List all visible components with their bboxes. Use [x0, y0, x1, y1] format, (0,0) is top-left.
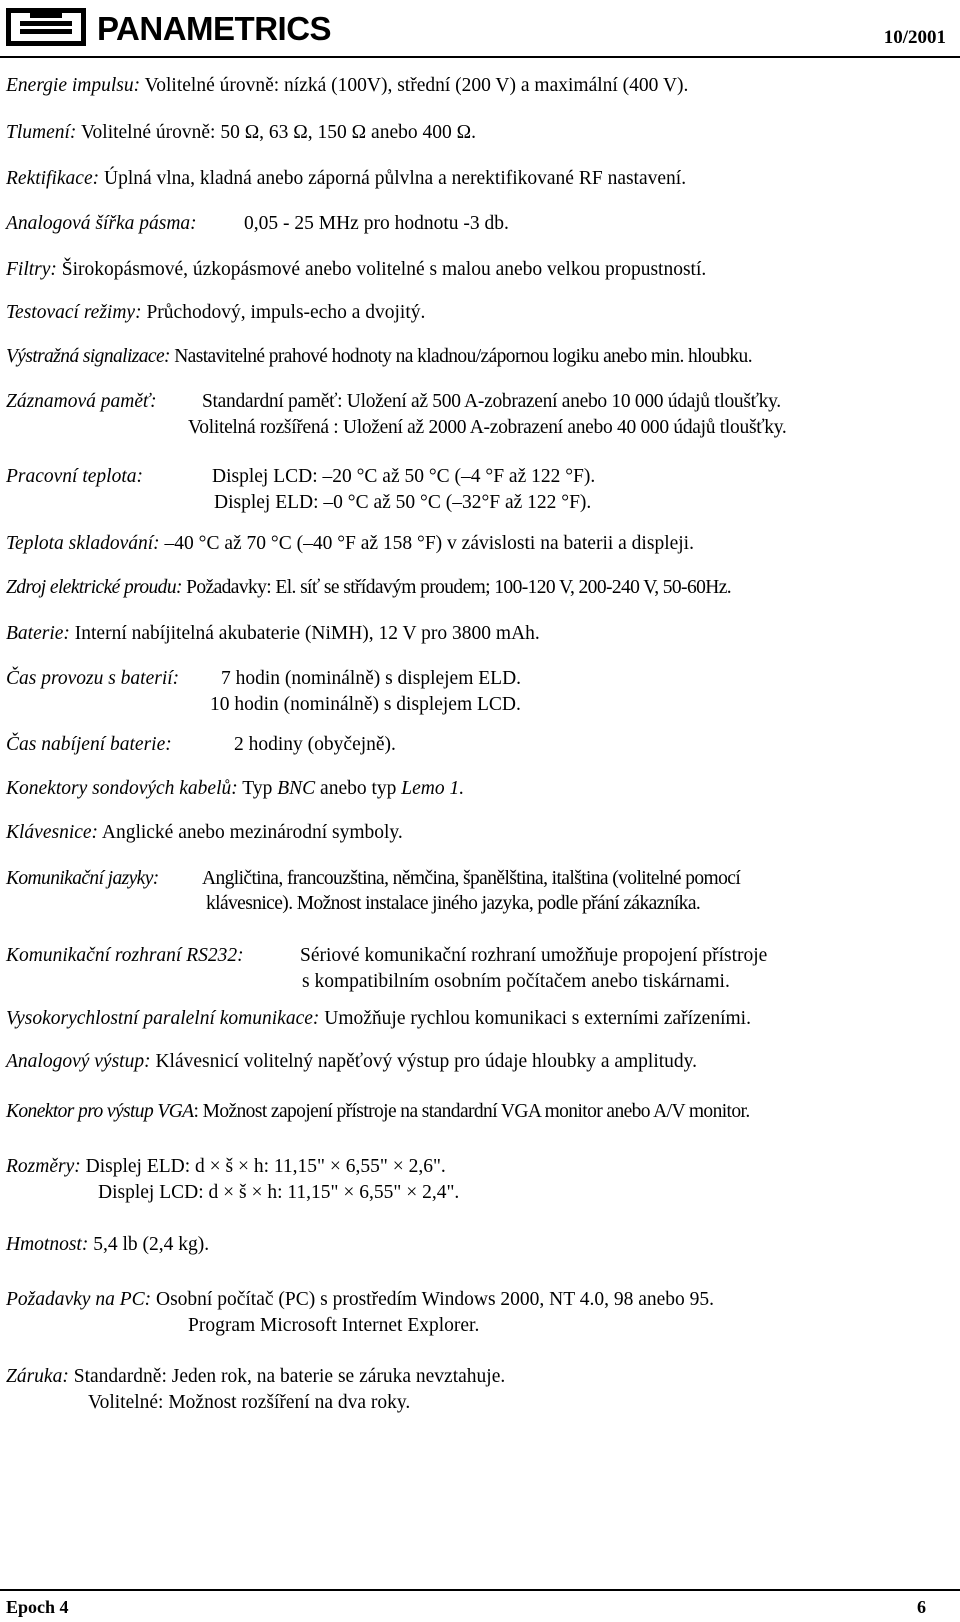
spec-value: Sériové komunikační rozhraní umožňuje propojení přístroje [300, 945, 768, 966]
page-number: 6 [917, 1597, 926, 1617]
spec-value: Nastavitelné prahové hodnoty na kladnou/zápornou logiku anebo min. hloubku. [174, 346, 752, 367]
spec-label: Čas provozu s baterií: [6, 668, 180, 689]
spec-label: Baterie: [6, 623, 70, 644]
spec-rs232-interface [6, 944, 244, 968]
spec-keypad [6, 821, 403, 845]
spec-value: Osobní počítač (PC) s prostředím Windows 2000, NT 4.0, 98 anebo 95. [156, 1289, 715, 1310]
spec-label: Energie impulsu: [6, 75, 141, 96]
spec-value: Interní nabíjitelná akubaterie (NiMH), 12 V pro 3800 mAh. [74, 623, 540, 644]
spec-data-memory [6, 390, 157, 414]
spec-label: Rozměry: [6, 1156, 81, 1177]
spec-value: Standardně: Jeden rok, na baterie se záruka nevztahuje. [73, 1366, 506, 1387]
spec-rectification [6, 167, 686, 191]
spec-storage-temperature [6, 532, 694, 556]
spec-value: Úplná vlna, kladná anebo záporná půlvlna a nerektifikované RF nastavení. [103, 168, 687, 189]
spec-value-prefix: Typ [242, 778, 278, 799]
spec-value-continued: Displej ELD: –0 °C až 50 °C (–32°F až 122 °F). [214, 492, 592, 513]
footer-rule [0, 1589, 960, 1591]
spec-alarm-signaling [6, 345, 752, 369]
spec-label: Záznamová paměť: [6, 391, 157, 412]
spec-label: Požadavky na PC: [6, 1289, 152, 1310]
spec-probe-connectors [6, 777, 464, 801]
spec-pc-requirements [6, 1288, 714, 1312]
header-rule [0, 56, 960, 58]
spec-operating-temperature [6, 465, 143, 489]
spec-value: Umožňuje rychlou komunikaci s externími zařízeními. [324, 1008, 751, 1029]
connector-type-lemo: Lemo 1. [401, 778, 465, 799]
spec-value: Klávesnicí volitelný napěťový výstup pro údaje hloubky a amplitudy. [155, 1051, 698, 1072]
spec-value: Průchodový, impuls-echo a dvojitý. [146, 302, 426, 323]
spec-value-continued: Displej LCD: d × š × h: 11,15" × 6,55" × 2,4". [98, 1182, 460, 1203]
spec-value-continued: klávesnice). Možnost instalace jiného jazyka, podle přání zákazníka. [206, 893, 701, 914]
spec-label: Analogová šířka pásma: [6, 213, 197, 234]
spec-value-continued: Volitelná rozšířená : Uložení až 2000 A-zobrazení anebo 40 000 údajů tloušťky. [188, 417, 787, 438]
spec-label: Konektory sondových kabelů: [6, 778, 238, 799]
spec-value-continued: 10 hodin (nominálně) s displejem LCD. [210, 694, 521, 715]
spec-damping [6, 121, 476, 145]
spec-warranty [6, 1365, 505, 1389]
spec-label: Komunikační jazyky: [6, 868, 159, 889]
spec-value-continued: s kompatibilním osobním počítačem anebo tiskárnami. [302, 971, 730, 992]
spec-label: Rektifikace: [6, 168, 100, 189]
spec-label: Výstražná signalizace: [6, 346, 170, 367]
spec-analog-output [6, 1050, 697, 1074]
spec-value: 5,4 lb (2,4 kg). [93, 1234, 210, 1255]
spec-test-modes [6, 301, 425, 325]
spec-filters [6, 258, 706, 282]
spec-label: Tlumení: [6, 122, 77, 143]
spec-power-supply [6, 576, 731, 600]
spec-label: Filtry: [6, 259, 57, 280]
connector-type-bnc: BNC [277, 778, 316, 799]
spec-label: Pracovní teplota: [6, 466, 144, 487]
spec-value: Displej ELD: d × š × h: 11,15" × 6,55" × 2,6". [85, 1156, 446, 1177]
document-date: 10/2001 [883, 27, 946, 48]
spec-label: Teplota skladování: [6, 533, 160, 554]
spec-label: Čas nabíjení baterie: [6, 734, 172, 755]
spec-value: 0,05 - 25 MHz pro hodnotu -3 db. [244, 213, 509, 234]
spec-value: Anglické anebo mezinárodní symboly. [101, 822, 403, 843]
spec-weight [6, 1233, 209, 1257]
spec-value: Angličtina, francouzština, němčina, španělština, italština (volitelné pomocí [202, 868, 741, 889]
spec-value: Volitelné úrovně: nízká (100V), střední (200 V) a maximální (400 V). [144, 75, 689, 96]
spec-value-middle: anebo typ [315, 778, 402, 799]
spec-value: Displej LCD: –20 °C až 50 °C (–4 °F až 122 °F). [212, 466, 596, 487]
spec-vga-output [6, 1100, 750, 1124]
spec-dimensions [6, 1155, 446, 1179]
spec-value: : Možnost zapojení přístroje na standardní VGA monitor anebo A/V monitor. [193, 1101, 750, 1122]
spec-languages [6, 867, 159, 891]
spec-parallel-communication [6, 1007, 751, 1031]
spec-label: Záruka: [6, 1366, 69, 1387]
spec-value: Standardní paměť: Uložení až 500 A-zobrazení anebo 10 000 údajů tloušťky. [202, 391, 781, 412]
spec-label: Klávesnice: [6, 822, 99, 843]
brand-name: PANAMETRICS [97, 10, 332, 47]
spec-value: Volitelné úrovně: 50 Ω, 63 Ω, 150 Ω anebo 400 Ω. [80, 122, 476, 143]
footer-product-name: Epoch 4 [6, 1597, 69, 1617]
spec-battery-charge-time [6, 733, 172, 757]
spec-value-continued: Program Microsoft Internet Explorer. [188, 1315, 480, 1336]
spec-battery [6, 622, 540, 646]
spec-battery-runtime [6, 667, 179, 691]
spec-label: Hmotnost: [6, 1234, 89, 1255]
spec-label: Konektor pro výstup VGA [6, 1101, 194, 1122]
spec-pulse-energy [6, 74, 688, 98]
spec-label: Analogový výstup: [6, 1051, 151, 1072]
spec-label: Testovací režimy: [6, 302, 142, 323]
spec-analog-bandwidth [6, 212, 197, 236]
spec-value: 2 hodiny (obyčejně). [234, 734, 396, 755]
spec-label: Vysokorychlostní paralelní komunikace: [6, 1008, 320, 1029]
spec-value-continued: Volitelné: Možnost rozšíření na dva roky. [88, 1392, 411, 1413]
spec-label: Zdroj elektrické proudu: [6, 577, 182, 598]
spec-value: Širokopásmové, úzkopásmové anebo volitelné s malou anebo velkou propustností. [61, 259, 707, 280]
panametrics-logo-icon [6, 8, 86, 46]
spec-value: 7 hodin (nominálně) s displejem ELD. [221, 668, 522, 689]
spec-label: Komunikační rozhraní RS232: [6, 945, 244, 966]
spec-value: –40 °C až 70 °C (–40 °F až 158 °F) v závislosti na baterii a displeji. [164, 533, 694, 554]
spec-value: Požadavky: El. síť se střídavým proudem; 100-120 V, 200-240 V, 50-60Hz. [186, 577, 732, 598]
